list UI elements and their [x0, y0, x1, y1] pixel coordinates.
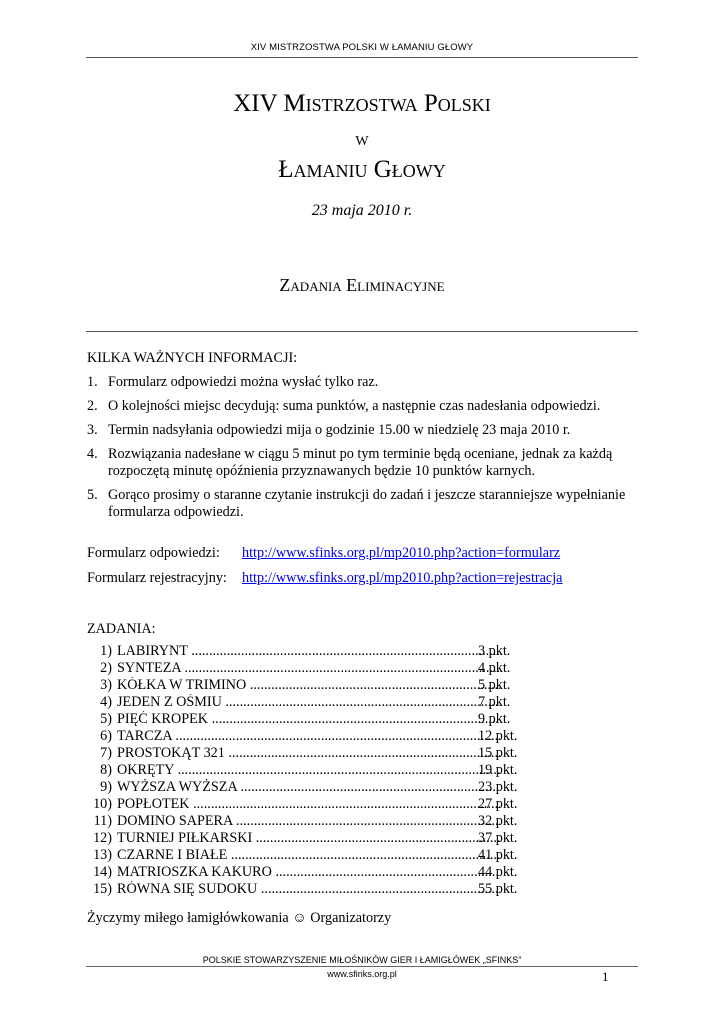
- title-divider: [86, 331, 638, 332]
- info-item-number: 3.: [87, 422, 98, 438]
- task-number: 5): [100, 711, 112, 727]
- task-name: TARCZA .....: [117, 728, 500, 745]
- task-points: 7 pkt.: [478, 694, 511, 710]
- info-item-number: 4.: [87, 446, 98, 462]
- title-line-3: Łamaniu Głowy: [278, 156, 446, 183]
- task-number: 1): [100, 643, 112, 659]
- info-item: [87, 398, 647, 415]
- info-heading: KILKA WAŻNYCH INFORMACJI:: [87, 350, 298, 366]
- task-name: RÓWNA SIĘ SUDOKU .....: [117, 881, 500, 898]
- event-date: 23 maja 2010 r.: [311, 202, 413, 219]
- task-points: 15 pkt.: [478, 745, 518, 761]
- task-number: 15): [93, 881, 112, 897]
- footer-url: www.sfinks.org.pl: [327, 969, 397, 979]
- header-divider: [86, 57, 638, 58]
- tasks-heading: ZADANIA:: [87, 621, 156, 637]
- answers-form-label: Formularz odpowiedzi:: [87, 545, 220, 561]
- info-item-number: 1.: [87, 374, 98, 390]
- task-points: 19 pkt.: [478, 762, 518, 778]
- task-row: [90, 694, 530, 711]
- task-number: 6): [100, 728, 112, 744]
- task-points: 37 pkt.: [478, 830, 518, 846]
- task-row: [90, 881, 530, 898]
- info-item: [87, 374, 647, 391]
- closing-note: Życzymy miłego łamigłówkowania ☺ Organizatorzy: [87, 910, 392, 926]
- task-points: 32 pkt.: [478, 813, 518, 829]
- task-row: [90, 643, 530, 660]
- title-line-2: w: [355, 128, 369, 150]
- task-points: 41 pkt.: [478, 847, 518, 863]
- info-item: [87, 422, 647, 439]
- task-row: [90, 779, 530, 796]
- task-row: [90, 745, 530, 762]
- answers-form-link[interactable]: http://www.sfinks.org.pl/mp2010.php?action=formularz: [242, 545, 561, 561]
- task-name: SYNTEZA .....: [117, 660, 500, 677]
- info-item-number: 2.: [87, 398, 98, 414]
- task-points: 9 pkt.: [478, 711, 511, 727]
- task-points: 55 pkt.: [478, 881, 518, 897]
- task-number: 10): [93, 796, 112, 812]
- page-number: 1: [602, 969, 609, 984]
- task-row: [90, 711, 530, 728]
- registration-form-label: Formularz rejestracyjny:: [87, 570, 227, 586]
- task-row: [90, 728, 530, 745]
- task-name: MATRIOSZKA KAKURO .....: [117, 864, 500, 881]
- task-number: 4): [100, 694, 112, 710]
- task-name: POPŁOTEK .....: [117, 796, 500, 813]
- task-number: 8): [100, 762, 112, 778]
- title-line-1: XIV Mistrzostwa Polski: [233, 90, 491, 117]
- task-row: [90, 847, 530, 864]
- task-name: PROSTOKĄT 321 .....: [117, 745, 500, 762]
- task-number: 7): [100, 745, 112, 761]
- task-name: WYŻSZA WYŻSZA .....: [117, 779, 500, 796]
- info-item-number: 5.: [87, 487, 98, 503]
- task-points: 4 pkt.: [478, 660, 511, 676]
- task-points: 12 pkt.: [478, 728, 518, 744]
- info-item-text: O kolejności miejsc decydują: suma punktów, a następnie czas nadesłania odpowiedzi.: [108, 398, 601, 414]
- info-item-text: Gorąco prosimy o staranne czytanie instrukcji do zadań i jeszcze staranniejsze wypełnianie formularza odpowiedzi.: [108, 487, 626, 520]
- info-item-text: Termin nadsyłania odpowiedzi mija o godzinie 15.00 w niedzielę 23 maja 2010 r.: [108, 422, 571, 438]
- info-item-text: Formularz odpowiedzi można wysłać tylko raz.: [108, 374, 379, 390]
- task-name: TURNIEJ PIŁKARSKI .....: [117, 830, 500, 847]
- task-row: [90, 864, 530, 881]
- registration-form-link[interactable]: http://www.sfinks.org.pl/mp2010.php?action=rejestracja: [242, 570, 563, 586]
- task-row: [90, 762, 530, 779]
- task-row: [90, 677, 530, 694]
- task-row: [90, 796, 530, 813]
- task-name: DOMINO SAPERA .....: [117, 813, 500, 830]
- info-item: [87, 487, 647, 521]
- task-name: KÓŁKA W TRIMINO .....: [117, 677, 500, 694]
- task-row: [90, 813, 530, 830]
- task-name: PIĘĆ KROPEK .....: [117, 711, 500, 728]
- task-row: [90, 830, 530, 847]
- task-row: [90, 660, 530, 677]
- task-number: 9): [100, 779, 112, 795]
- task-points: 23 pkt.: [478, 779, 518, 795]
- task-number: 13): [93, 847, 112, 863]
- section-title: Zadania Eliminacyjne: [279, 275, 445, 295]
- task-points: 5 pkt.: [478, 677, 511, 693]
- task-name: CZARNE I BIAŁE .....: [117, 847, 500, 864]
- task-number: 12): [93, 830, 112, 846]
- task-name: OKRĘTY .....: [117, 762, 500, 779]
- footer-divider: [86, 966, 638, 967]
- task-points: 27 pkt.: [478, 796, 518, 812]
- task-name: JEDEN Z OŚMIU .....: [117, 694, 500, 711]
- info-item-text: Rozwiązania nadesłane w ciągu 5 minut po tym terminie będą oceniane, jednak za każdą rozpoczętą minutę opóźnienia przyznawanych będzie 10 punktów karnych.: [108, 446, 613, 479]
- running-header: XIV MISTRZOSTWA POLSKI W ŁAMANIU GŁOWY: [250, 42, 474, 53]
- task-number: 3): [100, 677, 112, 693]
- footer-organization: POLSKIE STOWARZYSZENIE MIŁOŚNIKÓW GIER I ŁAMIGŁÓWEK „SFINKS”: [202, 955, 522, 965]
- info-item: [87, 446, 647, 480]
- task-points: 3 pkt.: [478, 643, 511, 659]
- task-name: LABIRYNT .....: [117, 643, 500, 660]
- task-number: 11): [93, 813, 112, 829]
- task-number: 14): [93, 864, 112, 880]
- task-number: 2): [100, 660, 112, 676]
- task-points: 44 pkt.: [478, 864, 518, 880]
